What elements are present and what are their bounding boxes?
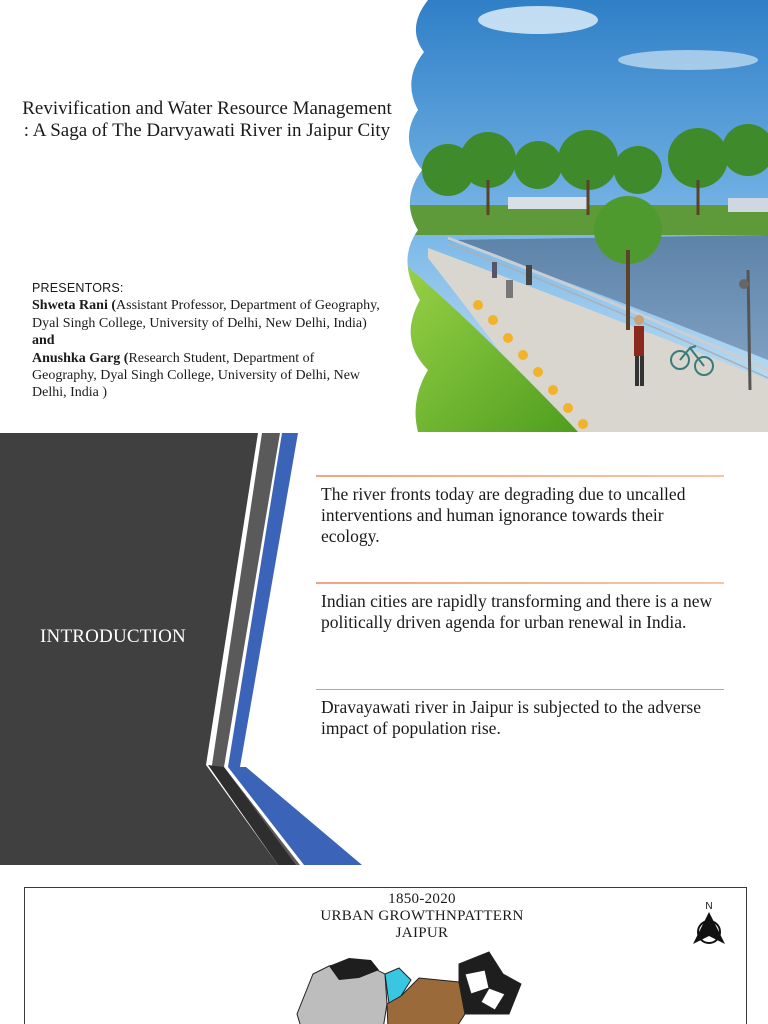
section-heading: INTRODUCTION bbox=[40, 626, 186, 647]
map-title-years: 1850-2020 bbox=[388, 891, 456, 907]
presenter-2-affiliation: Research Student, Department of Geography, Dyal Singh College, University of Delhi, New Delhi, India ) bbox=[32, 350, 361, 401]
map-title bbox=[287, 891, 557, 942]
north-arrow-icon bbox=[689, 900, 729, 950]
presenter-1-name: Shweta Rani ( bbox=[32, 298, 117, 314]
map-title-city: JAIPUR bbox=[395, 925, 449, 941]
title-slide bbox=[0, 0, 768, 432]
and-label bbox=[32, 332, 382, 349]
intro-point-text: Dravayawati river in Jaipur is subjected to the adverse impact of population rise. bbox=[321, 697, 702, 738]
north-label: N bbox=[705, 901, 713, 912]
map-frame bbox=[24, 887, 747, 1024]
urban-growth-map bbox=[289, 944, 529, 1024]
urban-growth-slide bbox=[0, 866, 768, 1024]
presenter-1-affiliation: Assistant Professor, Department of Geography, Dyal Singh College, University of Delhi, New Delhi, India) bbox=[32, 298, 380, 331]
presentation-title: Revivification and Water Resource Management : A Saga of The Darvyawati River in Jaipur City bbox=[22, 98, 392, 141]
intro-point-text: The river fronts today are degrading due to uncalled interventions and human ignorance towards their ecology. bbox=[321, 484, 686, 546]
presenters-block bbox=[32, 280, 382, 402]
intro-point-2 bbox=[316, 582, 724, 633]
and-text: and bbox=[32, 333, 55, 349]
presenters-label: PRESENTORS: bbox=[32, 281, 124, 295]
presenter-2-name: Anushka Garg ( bbox=[32, 350, 129, 366]
presenter-2 bbox=[32, 350, 382, 402]
introduction-slide bbox=[0, 433, 768, 865]
intro-point-3 bbox=[316, 689, 724, 739]
map-title-main: URBAN GROWTHNPATTERN bbox=[320, 908, 524, 924]
presenter-1 bbox=[32, 297, 382, 332]
riverfront-illustration bbox=[388, 0, 768, 432]
intro-point-text: Indian cities are rapidly transforming and there is a new politically driven agenda for urban renewal in India. bbox=[321, 591, 713, 632]
intro-point-1 bbox=[316, 475, 724, 547]
